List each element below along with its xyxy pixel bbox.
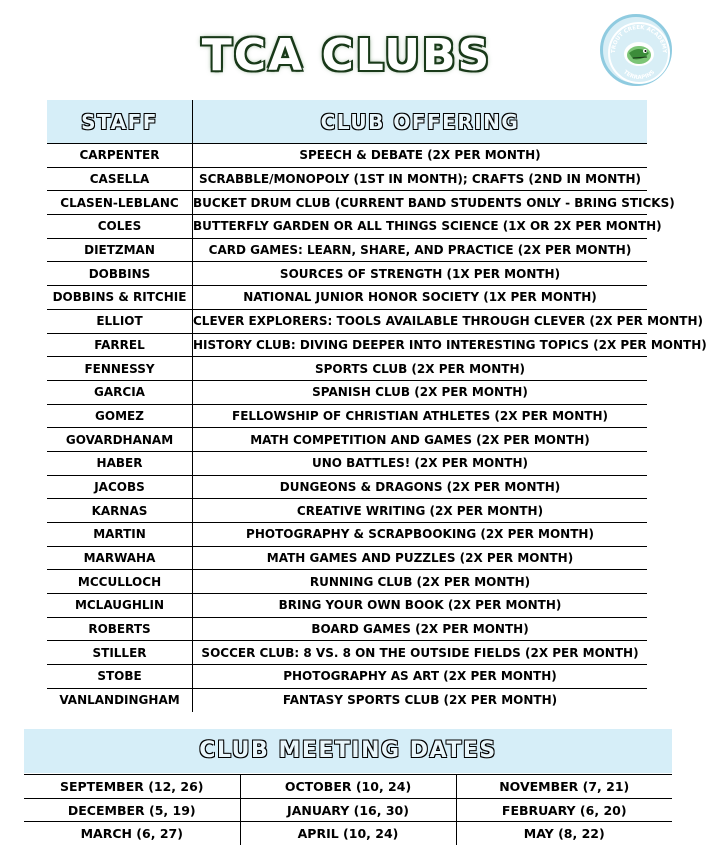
club-offering: SPORTS CLUB (2X PER MONTH)	[193, 357, 648, 381]
club-offering: MATH COMPETITION AND GAMES (2X PER MONTH)	[193, 428, 648, 452]
meeting-date: FEBRUARY (6, 20)	[456, 798, 672, 822]
staff-name: STILLER	[47, 641, 193, 665]
staff-name: GOMEZ	[47, 404, 193, 428]
staff-column-header: STAFF	[47, 100, 193, 144]
table-row	[47, 309, 647, 333]
club-offering: BUCKET DRUM CLUB (CURRENT BAND STUDENTS ONLY - BRING STICKS)	[193, 191, 648, 215]
meeting-dates-table	[24, 774, 672, 845]
club-offering: RUNNING CLUB (2X PER MONTH)	[193, 570, 648, 594]
table-row	[24, 798, 672, 822]
meeting-dates-header: CLUB MEETING DATES	[24, 729, 672, 773]
table-row	[47, 380, 647, 404]
club-offering: BUTTERFLY GARDEN OR ALL THINGS SCIENCE (1X OR 2X PER MONTH)	[193, 215, 648, 239]
club-offering: CREATIVE WRITING (2X PER MONTH)	[193, 499, 648, 523]
club-offering: DUNGEONS & DRAGONS (2X PER MONTH)	[193, 475, 648, 499]
staff-name: FARREL	[47, 333, 193, 357]
staff-name: JACOBS	[47, 475, 193, 499]
logo-text-top: TROUT CREEK ACADEMY	[610, 24, 668, 54]
club-offering: MATH GAMES AND PUZZLES (2X PER MONTH)	[193, 546, 648, 570]
table-row	[47, 167, 647, 191]
staff-name: GOVARDHANAM	[47, 428, 193, 452]
table-row	[47, 428, 647, 452]
club-offering: PHOTOGRAPHY & SCRAPBOOKING (2X PER MONTH)	[193, 523, 648, 547]
meeting-date: APRIL (10, 24)	[240, 822, 456, 845]
table-row	[47, 641, 647, 665]
table-row	[47, 546, 647, 570]
staff-name: CASELLA	[47, 167, 193, 191]
club-offering: UNO BATTLES! (2X PER MONTH)	[193, 451, 648, 475]
page-title: TCA CLUBS	[201, 30, 492, 81]
staff-name: MARTIN	[47, 523, 193, 547]
club-offering-column-header: CLUB OFFERING	[193, 100, 648, 144]
staff-name: HABER	[47, 451, 193, 475]
club-offering: HISTORY CLUB: DIVING DEEPER INTO INTERESTING TOPICS (2X PER MONTH)	[193, 333, 648, 357]
table-row	[24, 775, 672, 799]
table-row	[47, 333, 647, 357]
table-row	[47, 570, 647, 594]
school-logo	[600, 14, 672, 86]
staff-name: KARNAS	[47, 499, 193, 523]
table-row	[47, 499, 647, 523]
club-offering: BOARD GAMES (2X PER MONTH)	[193, 617, 648, 641]
staff-name: STOBE	[47, 665, 193, 689]
staff-name: MCLAUGHLIN	[47, 594, 193, 618]
club-offering: FELLOWSHIP OF CHRISTIAN ATHLETES (2X PER MONTH)	[193, 404, 648, 428]
meeting-date: JANUARY (16, 30)	[240, 798, 456, 822]
club-offering: CLEVER EXPLORERS: TOOLS AVAILABLE THROUGH CLEVER (2X PER MONTH)	[193, 309, 648, 333]
table-row	[47, 191, 647, 215]
table-row	[47, 475, 647, 499]
table-row	[24, 822, 672, 845]
meeting-date: MARCH (6, 27)	[80, 826, 183, 842]
club-offering: BRING YOUR OWN BOOK (2X PER MONTH)	[193, 594, 648, 618]
table-row	[47, 451, 647, 475]
table-row	[47, 286, 647, 310]
table-row	[47, 238, 647, 262]
club-offering: PHOTOGRAPHY AS ART (2X PER MONTH)	[193, 665, 648, 689]
club-offering: SCRABBLE/MONOPOLY (1ST IN MONTH); CRAFTS (2ND IN MONTH)	[193, 167, 648, 191]
table-row	[47, 617, 647, 641]
staff-name: GARCIA	[47, 380, 193, 404]
table-row	[47, 144, 647, 168]
club-offering: SOCCER CLUB: 8 VS. 8 ON THE OUTSIDE FIELDS (2X PER MONTH)	[193, 641, 648, 665]
table-row	[47, 357, 647, 381]
club-offering: NATIONAL JUNIOR HONOR SOCIETY (1X PER MONTH)	[193, 286, 648, 310]
staff-name: MCCULLOCH	[47, 570, 193, 594]
meeting-date: DECEMBER (5, 19)	[24, 798, 240, 822]
table-row	[47, 665, 647, 689]
club-offering: SPANISH CLUB (2X PER MONTH)	[193, 380, 648, 404]
logo-text-bottom: TERRAPINS	[621, 69, 657, 82]
meeting-date: OCTOBER (10, 24)	[240, 775, 456, 799]
meeting-date: SEPTEMBER (12, 26)	[24, 775, 240, 799]
clubs-table	[47, 100, 707, 712]
club-offering: CARD GAMES: LEARN, SHARE, AND PRACTICE (2X PER MONTH)	[193, 238, 648, 262]
terrapin-icon	[603, 17, 675, 89]
club-offering: SPEECH & DEBATE (2X PER MONTH)	[193, 144, 648, 168]
table-row	[47, 262, 647, 286]
staff-name: CARPENTER	[47, 144, 193, 168]
staff-name: ELLIOT	[47, 309, 193, 333]
table-row	[47, 523, 647, 547]
club-offering: FANTASY SPORTS CLUB (2X PER MONTH)	[282, 693, 558, 708]
meeting-date: MAY (8, 22)	[456, 822, 672, 845]
staff-name: DOBBINS	[47, 262, 193, 286]
table-row	[47, 404, 647, 428]
staff-name: COLES	[47, 215, 193, 239]
staff-name: ROBERTS	[47, 617, 193, 641]
staff-name: MARWAHA	[47, 546, 193, 570]
staff-name: DOBBINS & RITCHIE	[47, 286, 193, 310]
staff-name: FENNESSY	[47, 357, 193, 381]
staff-name: DIETZMAN	[47, 238, 193, 262]
staff-name: CLASEN-LEBLANC	[47, 191, 193, 215]
table-row	[47, 688, 647, 711]
club-offering: SOURCES OF STRENGTH (1X PER MONTH)	[193, 262, 648, 286]
staff-name: VANLANDINGHAM	[47, 688, 193, 711]
meeting-date: NOVEMBER (7, 21)	[456, 775, 672, 799]
table-row	[47, 594, 647, 618]
table-row	[47, 215, 647, 239]
